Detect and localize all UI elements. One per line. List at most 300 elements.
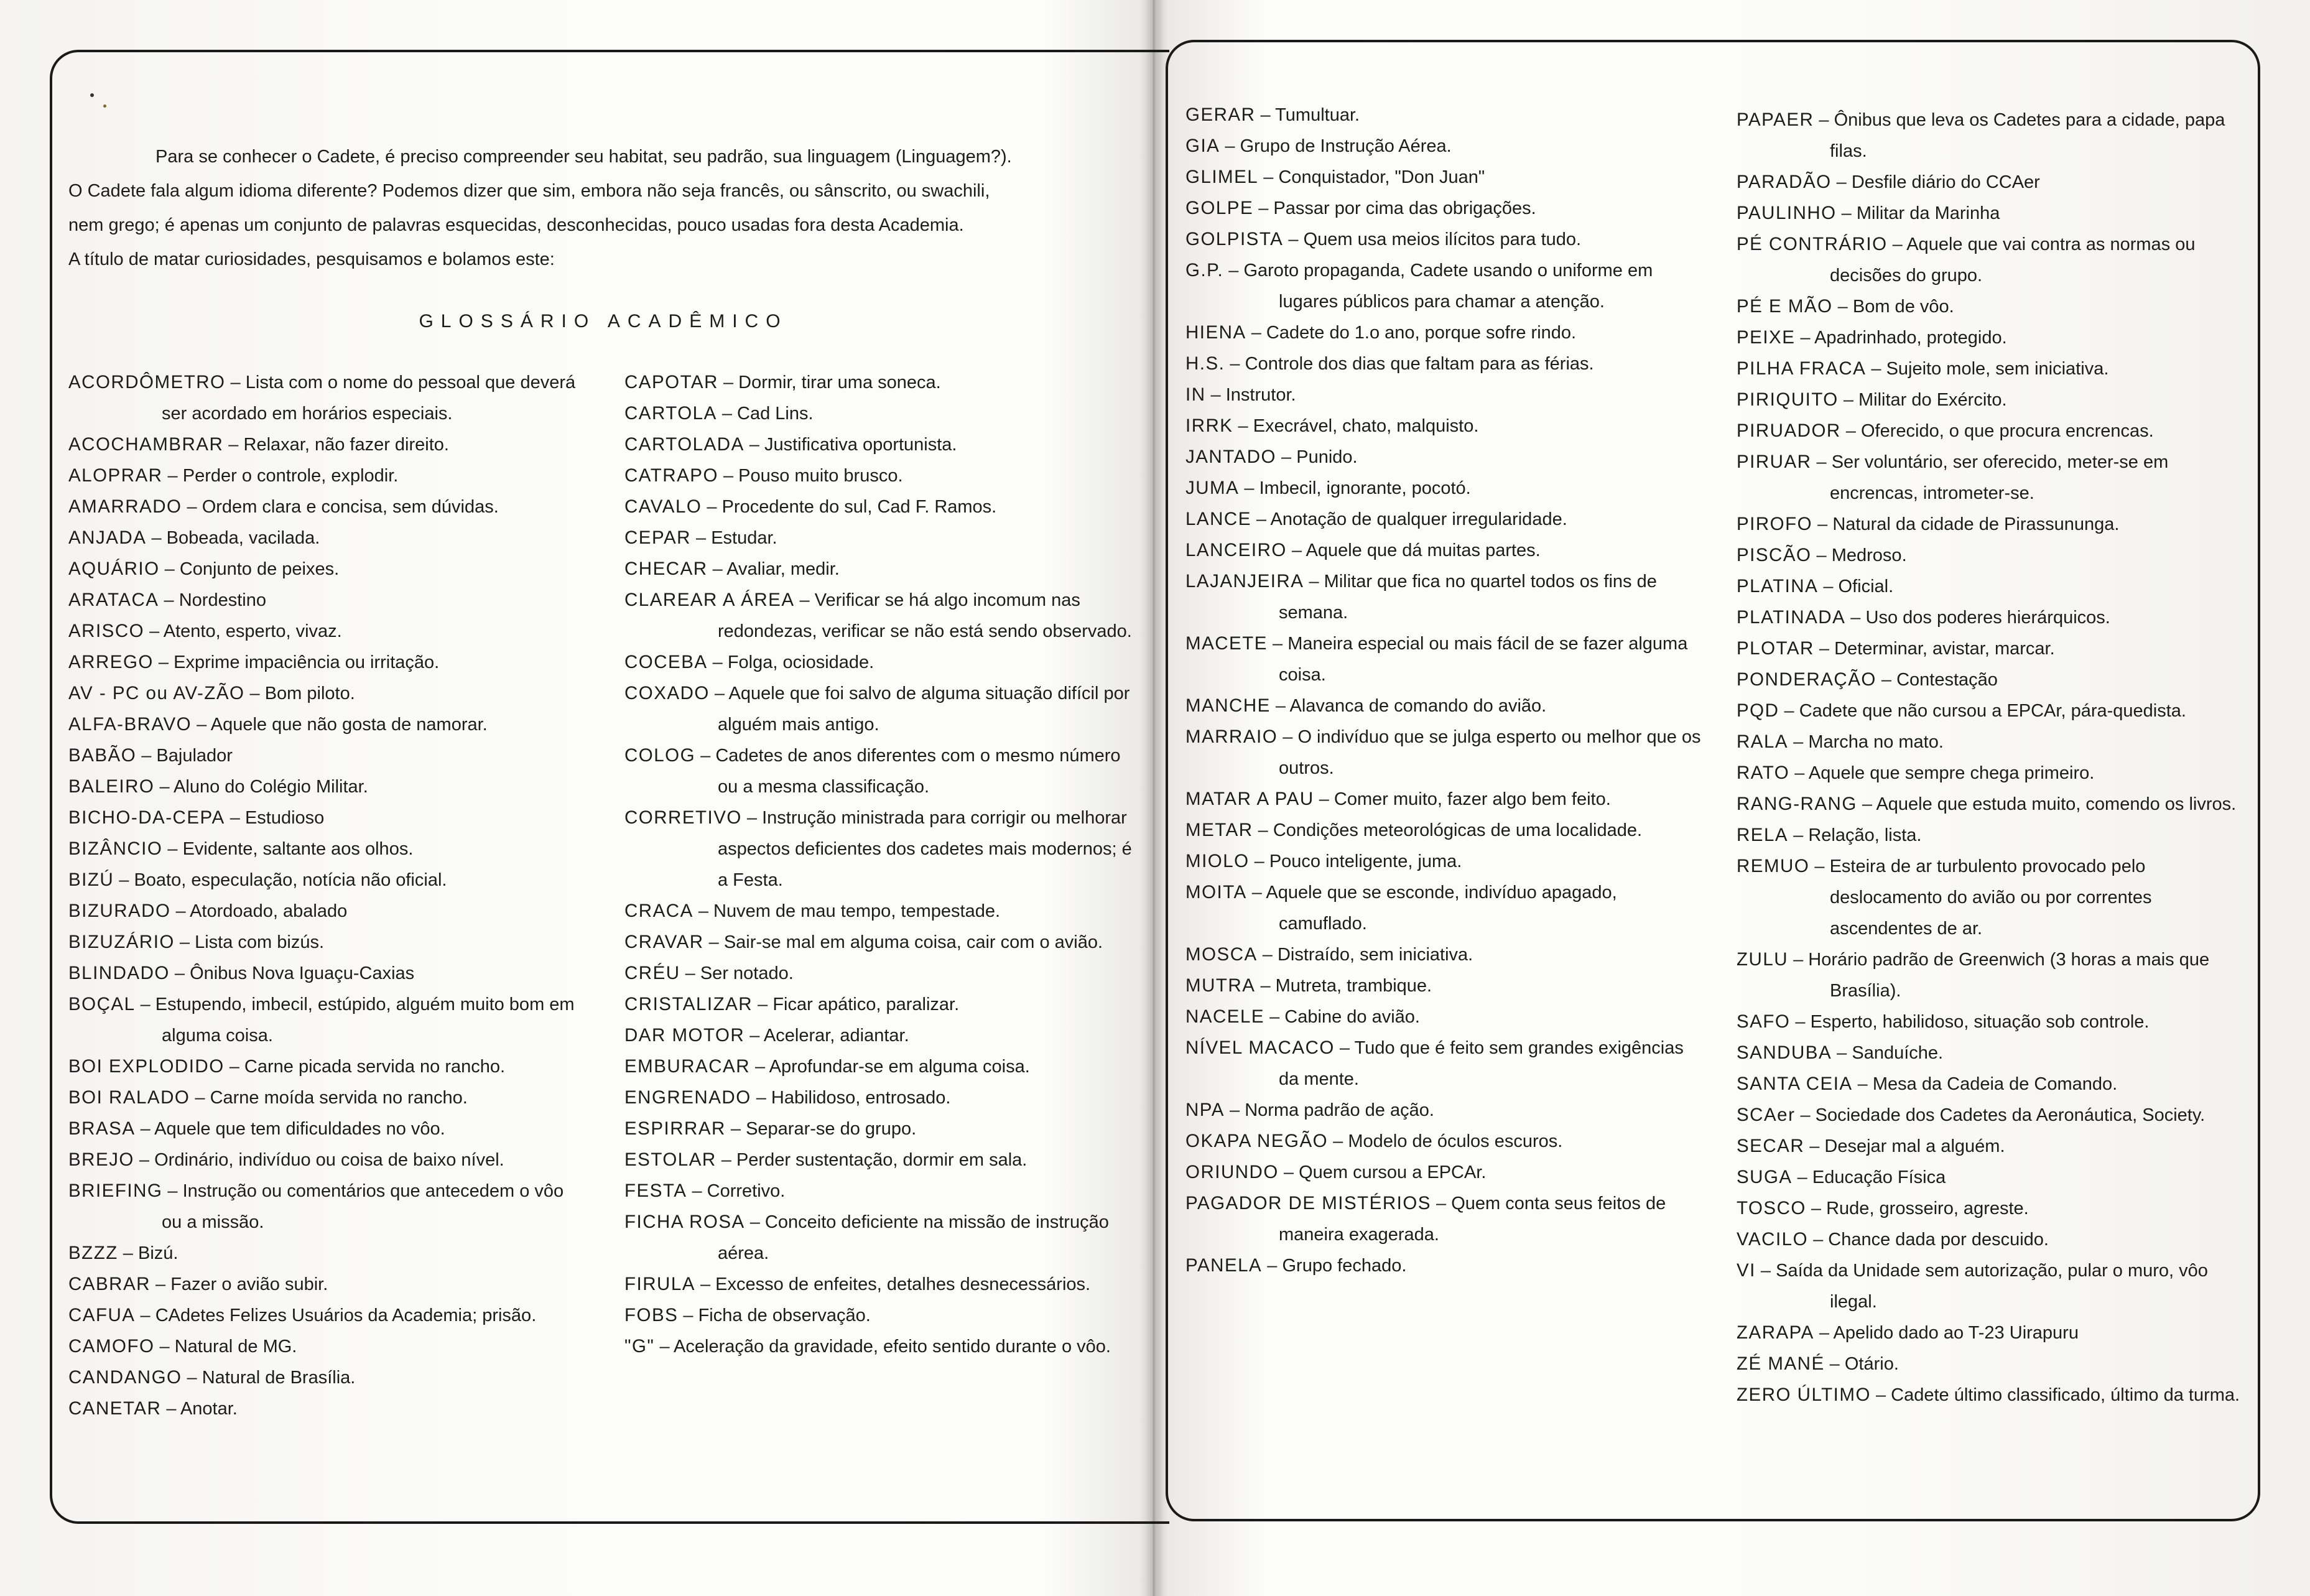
term-separator: –: [1262, 1256, 1283, 1276]
glossary-definition: Estudioso: [244, 808, 325, 828]
term-separator: –: [1328, 1131, 1348, 1151]
glossary-term: BREJO: [68, 1149, 134, 1170]
term-separator: –: [162, 466, 183, 486]
glossary-entry: [624, 1269, 1139, 1300]
glossary-entry: [68, 616, 578, 647]
term-separator: –: [680, 963, 700, 983]
glossary-term: SAFO: [1737, 1011, 1791, 1032]
glossary-entry: [624, 1020, 1139, 1051]
glossary-definition: Separar-se do grupo.: [746, 1119, 917, 1139]
glossary-entry: [624, 429, 1139, 460]
term-separator: –: [744, 1026, 764, 1046]
term-separator: –: [114, 870, 134, 890]
glossary-definition: Quem cursou a EPCAr.: [1299, 1162, 1487, 1182]
glossary-column-1: [68, 367, 578, 1424]
glossary-term: PIRUAR: [1737, 452, 1812, 472]
glossary-entry: [68, 678, 578, 709]
term-separator: –: [1225, 354, 1245, 374]
glossary-term: COXADO: [624, 683, 710, 703]
glossary-term: PIRIQUITO: [1737, 389, 1839, 410]
glossary-definition: Otário.: [1844, 1354, 1899, 1374]
term-separator: –: [1255, 976, 1276, 996]
glossary-entry: [1737, 789, 2247, 820]
term-separator: –: [1845, 608, 1866, 628]
glossary-term: CRACA: [624, 901, 693, 921]
glossary-entry: [1737, 509, 2247, 540]
glossary-term: ENGRENADO: [624, 1087, 751, 1108]
glossary-entry: [1737, 571, 2247, 602]
glossary-definition: Cadete que não cursou a EPCAr, pára-quedista.: [1799, 701, 2186, 721]
term-separator: –: [192, 715, 211, 735]
glossary-entry: [624, 1207, 1139, 1269]
glossary-term: COLOG: [624, 745, 696, 766]
glossary-entry: [1185, 1188, 1702, 1250]
term-separator: –: [1788, 732, 1809, 752]
speck-mark: [103, 104, 106, 108]
glossary-entry: [68, 896, 578, 927]
glossary-entry: [624, 1082, 1139, 1113]
glossary-definition: Aquele que sempre chega primeiro.: [1808, 763, 2095, 783]
glossary-entry: [1737, 322, 2247, 353]
term-separator: –: [1334, 1038, 1355, 1058]
term-separator: –: [1233, 416, 1253, 436]
glossary-definition: CAdetes Felizes Usuários da Academia; prisão.: [155, 1306, 537, 1325]
term-separator: –: [725, 1119, 746, 1139]
glossary-term: EMBURACAR: [624, 1056, 750, 1077]
glossary-term: BIZÚ: [68, 870, 114, 890]
term-separator: –: [136, 746, 157, 766]
glossary-definition: Instrução ou comentários que antecedem o vôo ou a missão.: [162, 1181, 564, 1232]
glossary-term: SECAR: [1737, 1136, 1805, 1156]
term-separator: –: [154, 1337, 175, 1357]
term-separator: –: [174, 932, 195, 952]
glossary-entry: [624, 491, 1139, 522]
glossary-term: BOI EXPLODIDO: [68, 1056, 225, 1077]
term-separator: –: [182, 497, 202, 517]
glossary-entry: [1737, 1224, 2247, 1255]
glossary-entry: [624, 927, 1139, 958]
glossary-term: ZULU: [1737, 949, 1789, 970]
term-separator: –: [707, 652, 728, 672]
glossary-entry: [1185, 877, 1702, 939]
glossary-term: MANCHE: [1185, 695, 1271, 716]
glossary-term: IRRK: [1185, 415, 1233, 436]
glossary-term: GOLPE: [1185, 198, 1254, 218]
glossary-term: PILHA FRACA: [1737, 358, 1867, 379]
glossary-term: H.S.: [1185, 353, 1225, 374]
glossary-entry: [68, 1362, 578, 1393]
glossary-term: CANETAR: [68, 1398, 162, 1419]
term-separator: –: [1857, 794, 1876, 814]
term-separator: –: [1264, 1007, 1285, 1027]
glossary-entry: [624, 1144, 1139, 1176]
glossary-term: FICHA ROSA: [624, 1212, 745, 1232]
term-separator: –: [693, 901, 714, 921]
glossary-entry: [1737, 384, 2247, 415]
glossary-entry: [68, 1238, 578, 1269]
term-separator: –: [716, 1150, 736, 1170]
glossary-definition: Apadrinhado, protegido.: [1814, 328, 2007, 348]
glossary-entry: [624, 1331, 1139, 1362]
glossary-entry: [1737, 447, 2247, 509]
glossary-term: CORRETIVO: [624, 807, 742, 828]
term-separator: –: [1304, 572, 1324, 592]
glossary-term: AV - PC ou AV-ZÃO: [68, 683, 245, 703]
term-separator: –: [1814, 1323, 1834, 1343]
glossary-definition: Rude, grosseiro, agreste.: [1826, 1199, 2029, 1218]
glossary-definition: Aquele que foi salvo de alguma situação difícil por alguém mais antigo.: [718, 684, 1130, 735]
term-separator: –: [1314, 789, 1334, 809]
glossary-entry: [68, 429, 578, 460]
term-separator: –: [718, 466, 739, 486]
term-separator: –: [1224, 1100, 1245, 1120]
term-separator: –: [1278, 1162, 1299, 1182]
glossary-definition: Militar do Exército.: [1858, 390, 2007, 410]
glossary-definition: Condições meteorológicas de uma localidade.: [1273, 820, 1643, 840]
term-separator: –: [1246, 323, 1266, 343]
glossary-entry: [1185, 1126, 1702, 1157]
term-separator: –: [1790, 1012, 1811, 1032]
glossary-term: CABRAR: [68, 1274, 151, 1294]
glossary-term: ARATACA: [68, 590, 159, 610]
term-separator: –: [1246, 883, 1266, 902]
glossary-definition: Alavanca de comando do avião.: [1289, 696, 1547, 716]
glossary-definition: Carne picada servida no rancho.: [244, 1057, 506, 1077]
glossary-entry: [624, 398, 1139, 429]
term-separator: –: [1795, 328, 1815, 348]
glossary-definition: Aquele que não gosta de namorar.: [210, 715, 488, 735]
glossary-entry: [1737, 633, 2247, 664]
glossary-term: DAR MOTOR: [624, 1025, 745, 1046]
glossary-entry: [68, 927, 578, 958]
glossary-entry: [1737, 1162, 2247, 1193]
glossary-term: FIRULA: [624, 1274, 695, 1294]
term-separator: –: [1836, 203, 1857, 223]
glossary-entry: [624, 896, 1139, 927]
glossary-entry: [1737, 851, 2247, 944]
glossary-entry: [68, 1051, 578, 1082]
term-separator: –: [1205, 385, 1226, 405]
glossary-entry: [1737, 1348, 2247, 1380]
glossary-entry: [68, 833, 578, 865]
glossary-term: CAVALO: [624, 496, 702, 517]
glossary-definition: Corretivo.: [707, 1181, 786, 1201]
glossary-term: CARTOLA: [624, 403, 717, 424]
glossary-definition: Ordinário, indivíduo ou coisa de baixo nível.: [154, 1150, 504, 1170]
term-separator: –: [1812, 514, 1833, 534]
glossary-entry: [1737, 167, 2247, 198]
glossary-definition: Relaxar, não fazer direito.: [243, 435, 449, 455]
glossary-definition: Procedente do sul, Cad F. Ramos.: [721, 497, 997, 517]
glossary-entry: [624, 1176, 1139, 1207]
glossary-term: PAPAER: [1737, 109, 1814, 130]
term-separator: –: [1788, 825, 1809, 845]
intro-line: A título de matar curiosidades, pesquisamos e bolamos este:: [68, 249, 555, 269]
intro-line: nem grego; é apenas um conjunto de palavras esquecidas, desconhecidas, pouco usadas fora desta Academia.: [68, 215, 964, 235]
glossary-entry: [1185, 1032, 1702, 1095]
glossary-definition: Modelo de óculos escuros.: [1348, 1131, 1563, 1151]
glossary-entry: [1737, 1193, 2247, 1224]
term-separator: –: [1223, 261, 1244, 281]
glossary-definition: Pouco inteligente, juma.: [1269, 851, 1462, 871]
term-separator: –: [1795, 1105, 1816, 1125]
glossary-term: PAULINHO: [1737, 203, 1837, 223]
glossary-term: CAFUA: [68, 1305, 136, 1325]
glossary-definition: Conceito deficiente na missão de instrução aérea.: [718, 1212, 1109, 1263]
glossary-definition: Lista com o nome do pessoal que deverá ser acordado em horários especiais.: [162, 373, 576, 424]
term-separator: –: [750, 1057, 769, 1077]
glossary-term: RANG-RANG: [1737, 794, 1857, 814]
glossary-term: PIROFO: [1737, 514, 1813, 534]
glossary-entry: [1185, 348, 1702, 379]
glossary-entry: [1737, 1380, 2247, 1411]
glossary-term: AQUÁRIO: [68, 559, 160, 579]
glossary-entry: [68, 1300, 578, 1331]
glossary-definition: Distraído, sem iniciativa.: [1277, 945, 1473, 965]
glossary-entry: [1737, 415, 2247, 447]
glossary-entry: [1737, 695, 2247, 726]
term-separator: –: [146, 528, 167, 548]
glossary-term: TOSCO: [1737, 1198, 1806, 1218]
glossary-definition: Militar da Marinha: [1856, 203, 2000, 223]
glossary-term: CHECAR: [624, 559, 708, 579]
glossary-definition: Oficial.: [1838, 577, 1894, 596]
glossary-entry: [624, 740, 1139, 802]
glossary-term: GIA: [1185, 136, 1220, 156]
glossary-definition: Exprime impaciência ou irritação.: [174, 652, 440, 672]
glossary-entry: [624, 958, 1139, 989]
glossary-term: CAPOTAR: [624, 372, 718, 392]
glossary-definition: Esperto, habilidoso, situação sob controle.: [1810, 1012, 2150, 1032]
glossary-entry: [1185, 939, 1702, 970]
glossary-definition: Bizú.: [138, 1243, 179, 1263]
term-separator: –: [744, 1212, 765, 1232]
glossary-term: GERAR: [1185, 104, 1256, 125]
glossary-definition: Instrutor.: [1225, 385, 1296, 405]
glossary-term: MARRAIO: [1185, 726, 1278, 747]
glossary-definition: Desfile diário do CCAer: [1851, 172, 2040, 192]
glossary-definition: Aquele que tem dificuldades no vôo.: [154, 1119, 445, 1139]
term-separator: –: [1814, 110, 1834, 130]
glossary-entry: [1185, 224, 1702, 255]
glossary-term: GLIMEL: [1185, 167, 1259, 187]
glossary-definition: Aceleração da gravidade, efeito sentido durante o vôo.: [674, 1337, 1111, 1357]
term-separator: –: [144, 621, 164, 641]
glossary-term: BICHO-DA-CEPA: [68, 807, 225, 828]
glossary-term: CLAREAR A ÁREA: [624, 590, 795, 610]
glossary-term: BOÇAL: [68, 994, 136, 1014]
glossary-definition: Quem conta seus feitos de maneira exagerada.: [1279, 1194, 1666, 1245]
glossary-term: PLATINA: [1737, 576, 1819, 596]
glossary-entry: [1185, 1001, 1702, 1032]
glossary-definition: Cadetes de anos diferentes com o mesmo número ou a mesma classificação.: [715, 746, 1121, 797]
glossary-term: ANJADA: [68, 527, 147, 548]
term-separator: –: [1779, 701, 1799, 721]
glossary-definition: Ficar apático, paralizar.: [772, 995, 960, 1014]
term-separator: –: [1249, 851, 1269, 871]
glossary-definition: Anotação de qualquer irregularidade.: [1270, 509, 1567, 529]
glossary-definition: Cad Lins.: [737, 404, 814, 424]
glossary-entry: [1737, 1037, 2247, 1069]
term-separator: –: [154, 777, 174, 797]
term-separator: –: [170, 901, 190, 921]
term-separator: –: [654, 1337, 674, 1357]
glossary-term: GOLPISTA: [1185, 229, 1284, 249]
glossary-definition: Bom piloto.: [264, 684, 355, 703]
glossary-definition: Tudo que é feito sem grandes exigências da mente.: [1279, 1038, 1684, 1089]
term-separator: –: [1239, 478, 1259, 498]
glossary-definition: Perder o controle, explodir.: [182, 466, 399, 486]
term-separator: –: [159, 559, 180, 579]
glossary-entry: [68, 1269, 578, 1300]
term-separator: –: [1253, 820, 1273, 840]
glossary-entry: [1737, 602, 2247, 633]
glossary-term: LANCE: [1185, 509, 1251, 529]
glossary-entry: [1185, 721, 1702, 784]
glossary-column-2: [624, 367, 1139, 1362]
term-separator: –: [134, 1150, 155, 1170]
glossary-term: CRISTALIZAR: [624, 994, 753, 1014]
glossary-definition: Bobeada, vacilada.: [166, 528, 320, 548]
glossary-term: ESPIRRAR: [624, 1118, 726, 1139]
term-separator: –: [1755, 1261, 1776, 1281]
glossary-definition: Lista com bizús.: [195, 932, 325, 952]
glossary-definition: Aquele que estuda muito, comendo os livros.: [1876, 794, 2237, 814]
term-separator: –: [223, 435, 244, 455]
glossary-definition: Justificativa oportunista.: [764, 435, 957, 455]
glossary-entry: [1737, 291, 2247, 322]
term-separator: –: [1270, 696, 1290, 716]
term-separator: –: [695, 1274, 716, 1294]
glossary-definition: Garoto propaganda, Cadete usando o uniforme em lugares públicos para chamar a atenção.: [1243, 261, 1653, 312]
term-separator: –: [1838, 390, 1859, 410]
glossary-entry: [624, 585, 1139, 647]
glossary-term: VACILO: [1737, 1229, 1809, 1250]
glossary-definition: Relação, lista.: [1808, 825, 1922, 845]
glossary-term: BIZURADO: [68, 901, 171, 921]
glossary-definition: Boato, especulação, notícia não oficial.: [134, 870, 447, 890]
glossary-entry: [1737, 664, 2247, 695]
glossary-entry: [624, 522, 1139, 554]
glossary-entry: [68, 367, 578, 429]
term-separator: –: [1814, 639, 1835, 659]
glossary-term: ALFA-BRAVO: [68, 714, 192, 735]
glossary-entry: [68, 958, 578, 989]
term-separator: –: [703, 932, 724, 952]
glossary-entry: [624, 647, 1139, 678]
glossary-term: ZARAPA: [1737, 1322, 1814, 1343]
term-separator: –: [1286, 541, 1306, 560]
glossary-entry: [68, 709, 578, 740]
glossary-definition: Controle dos dias que faltam para as férias.: [1245, 354, 1594, 374]
term-separator: –: [709, 684, 729, 703]
glossary-definition: Punido.: [1296, 447, 1358, 467]
glossary-column-4: [1737, 104, 2247, 1411]
term-separator: –: [224, 1057, 244, 1077]
term-separator: –: [182, 1368, 202, 1388]
glossary-term: ARREGO: [68, 652, 154, 672]
glossary-definition: Carne moída servida no rancho.: [210, 1088, 468, 1108]
glossary-term: ORIUNDO: [1185, 1162, 1279, 1182]
glossary-entry: [1185, 970, 1702, 1001]
glossary-term: NÍVEL MACACO: [1185, 1037, 1335, 1058]
glossary-term: OKAPA NEGÃO: [1185, 1131, 1329, 1151]
glossary-term: PAGADOR DE MISTÉRIOS: [1185, 1193, 1431, 1213]
glossary-definition: Cadete último classificado, último da turma.: [1891, 1385, 2240, 1405]
glossary-definition: Atento, esperto, vivaz.: [163, 621, 342, 641]
term-separator: –: [1788, 950, 1809, 970]
glossary-term: MUTRA: [1185, 975, 1256, 996]
glossary-entry: [1185, 442, 1702, 473]
glossary-definition: Bom de vôo.: [1852, 297, 1954, 317]
glossary-entry: [1737, 353, 2247, 384]
glossary-term: SANDUBA: [1737, 1042, 1832, 1063]
term-separator: –: [1257, 945, 1278, 965]
term-separator: –: [1251, 509, 1271, 529]
glossary-term: SANTA CEIA: [1737, 1074, 1853, 1094]
term-separator: –: [744, 435, 764, 455]
glossary-definition: Evidente, saltante aos olhos.: [182, 839, 414, 859]
glossary-term: CRAVAR: [624, 932, 704, 952]
glossary-definition: Comer muito, fazer algo bem feito.: [1334, 789, 1611, 809]
glossary-term: RATO: [1737, 763, 1790, 783]
term-separator: –: [690, 528, 712, 548]
glossary-entry: [68, 771, 578, 802]
term-separator: –: [159, 590, 179, 610]
term-separator: –: [1804, 1136, 1825, 1156]
glossary-term: COCEBA: [624, 652, 708, 672]
glossary-term: BOI RALADO: [68, 1087, 190, 1108]
glossary-entry: [1185, 628, 1702, 690]
glossary-term: CARTOLADA: [624, 434, 744, 455]
glossary-term: PQD: [1737, 700, 1779, 721]
term-separator: –: [702, 497, 722, 517]
glossary-entry: [1185, 255, 1702, 317]
glossary-definition: Grupo fechado.: [1282, 1256, 1407, 1276]
term-separator: –: [1809, 856, 1830, 876]
glossary-entry: [1737, 758, 2247, 789]
glossary-term: PLOTAR: [1737, 638, 1814, 659]
glossary-definition: Anotar.: [180, 1399, 238, 1419]
glossary-entry: [68, 1082, 578, 1113]
glossary-entry: [1185, 815, 1702, 846]
glossary-entry: [68, 460, 578, 491]
glossary-definition: Natural de MG.: [174, 1337, 297, 1357]
term-separator: –: [1832, 297, 1853, 317]
term-separator: –: [150, 1274, 171, 1294]
glossary-definition: Natural de Brasília.: [202, 1368, 356, 1388]
glossary-definition: Aquele que vai contra as normas ou decisões do grupo.: [1830, 234, 2196, 285]
glossary-entry: [1185, 535, 1702, 566]
glossary-definition: Determinar, avistar, marcar.: [1834, 639, 2055, 659]
glossary-definition: Avaliar, medir.: [726, 559, 840, 579]
glossary-entry: [1737, 1317, 2247, 1348]
glossary-entry: [624, 1300, 1139, 1331]
glossary-definition: Desejar mal a alguém.: [1824, 1136, 2005, 1156]
glossary-term: PIRUADOR: [1737, 420, 1841, 441]
glossary-entry: [624, 1051, 1139, 1082]
glossary-definition: Passar por cima das obrigações.: [1273, 198, 1536, 218]
glossary-definition: Estudar.: [711, 528, 777, 548]
glossary-definition: Ônibus que leva os Cadetes para a cidade, papa filas.: [1830, 110, 2225, 161]
term-separator: –: [1831, 172, 1852, 192]
term-separator: –: [161, 1399, 180, 1419]
glossary-entry: [1737, 1131, 2247, 1162]
glossary-definition: Medroso.: [1831, 545, 1907, 565]
glossary-definition: Grupo de Instrução Aérea.: [1240, 136, 1452, 156]
glossary-definition: Acelerar, adiantar.: [763, 1026, 909, 1046]
glossary-definition: Nuvem de mau tempo, tempestade.: [713, 901, 1001, 921]
